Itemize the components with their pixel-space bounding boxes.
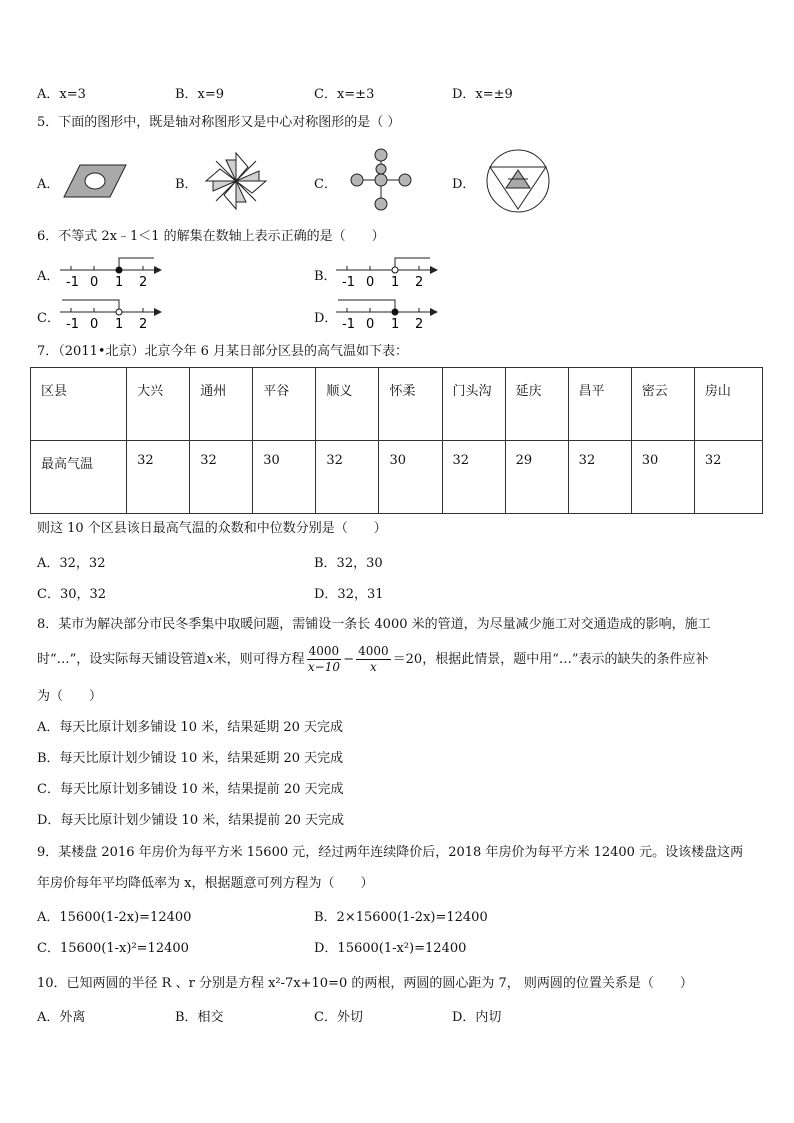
tick-label: 0: [90, 317, 99, 332]
table-cell: 32: [694, 441, 762, 514]
table-header-cell: 昌平: [568, 368, 631, 441]
q8-line2: [37, 640, 709, 680]
fraction-denominator: x: [369, 660, 377, 674]
q8-option-c: C．每天比原计划多铺设 10 米，结果提前 20 天完成: [37, 782, 344, 797]
q7-option-d: D．32，31: [314, 587, 384, 602]
tick-label: 0: [366, 275, 375, 290]
q5-label-d: D．: [452, 177, 476, 192]
table-header-cell: 平谷: [253, 368, 316, 441]
q9-line2: 年房价每年平均降低率为 x，根据题意可列方程为（ ）: [37, 876, 374, 891]
q8-line2-text: 米，则可得方程: [213, 652, 305, 667]
table-cell: 32: [316, 441, 379, 514]
tick-label: -1: [66, 275, 79, 290]
q8-line1: 8．某市为解决部分市民冬季集中取暖问题，需铺设一条长 4000 米的管道，为尽量减少施工对交通造成的影响，施工: [37, 617, 711, 632]
q5-label-a: A．: [37, 177, 60, 192]
tick-label: 1: [391, 317, 400, 332]
q9-option-a: A．15600(1-2x)=12400: [37, 910, 192, 925]
q8-option-b: B．每天比原计划少铺设 10 米，结果延期 20 天完成: [37, 751, 344, 766]
table-cell: 30: [379, 441, 442, 514]
tick-label: 0: [90, 275, 99, 290]
tick-label: -1: [342, 317, 355, 332]
q7-option-b: B．32，30: [314, 556, 383, 571]
tick-label: 1: [115, 275, 124, 290]
tick-label: 2: [415, 275, 424, 290]
q6-stem: 6．不等式 2x﹣1＜1 的解集在数轴上表示正确的是（ ）: [37, 229, 385, 244]
parallelogram-with-circle-figure: [62, 163, 128, 199]
q8-fraction-2: [356, 644, 391, 675]
q7-option-c: C．30，32: [37, 587, 107, 602]
q6-label-b: B．: [314, 269, 337, 284]
q8-option-a: A．每天比原计划多铺设 10 米，结果延期 20 天完成: [37, 720, 344, 735]
tick-label: 1: [391, 275, 400, 290]
table-header-row: [31, 368, 763, 441]
q8-fraction-1: [307, 644, 342, 675]
tick-label: 0: [366, 317, 375, 332]
q10-option-b: B．相交: [175, 1010, 224, 1025]
table-header-cell: 门头沟: [442, 368, 505, 441]
table-cell: 最高气温: [31, 441, 127, 514]
table-header-cell: 延庆: [505, 368, 568, 441]
q10-option-c: C．外切: [314, 1010, 363, 1025]
q9-option-c: C．15600(1-x)²=12400: [37, 941, 189, 956]
tick-label: -1: [66, 317, 79, 332]
number-line-d: [334, 297, 442, 333]
q5-stem: 5．下面的图形中，既是轴对称图形又是中心对称图形的是（ ）: [37, 115, 401, 130]
fraction-numerator: 4000: [308, 644, 340, 658]
q6-label-a: A．: [37, 269, 60, 284]
q8-variable: x: [206, 652, 214, 667]
tick-label: 1: [115, 317, 124, 332]
table-row: [31, 441, 763, 514]
tick-label: 2: [139, 317, 148, 332]
table-header-cell: 房山: [694, 368, 762, 441]
table-cell: 32: [568, 441, 631, 514]
table-cell: 32: [127, 441, 190, 514]
q6-label-d: D．: [314, 311, 338, 326]
pinwheel-figure: [203, 150, 269, 212]
table-header-cell: 怀柔: [379, 368, 442, 441]
table-header-cell: 密云: [631, 368, 694, 441]
fraction-numerator: 4000: [358, 644, 389, 658]
q5-label-b: B．: [175, 177, 198, 192]
table-cell: 32: [190, 441, 253, 514]
q4-option-a: A．x=3: [37, 87, 86, 102]
number-line-c: [58, 297, 166, 333]
q4-option-d: D．x=±9: [452, 87, 513, 102]
table-cell: 30: [253, 441, 316, 514]
q8-line3: 为（ ）: [37, 689, 103, 704]
minus-sign: −: [343, 652, 355, 667]
q4-option-b: B．x=9: [175, 87, 225, 102]
table-header-cell: 顺义: [316, 368, 379, 441]
tick-label: 2: [415, 317, 424, 332]
number-line-b: [334, 255, 442, 291]
q8-option-d: D．每天比原计划少铺设 10 米，结果提前 20 天完成: [37, 813, 345, 828]
q10-option-d: D．内切: [452, 1010, 502, 1025]
q7-option-a: A．32，32: [37, 556, 106, 571]
fraction-denominator: x−10: [307, 660, 340, 674]
tick-label: 2: [139, 275, 148, 290]
q10-option-a: A．外离: [37, 1010, 86, 1025]
q7-stem: 7．（2011•北京）北京今年 6 月某日部分区县的高气温如下表：: [37, 344, 409, 359]
table-header-cell: 大兴: [127, 368, 190, 441]
q5-label-c: C．: [314, 177, 337, 192]
circle-with-triangles-figure: [484, 148, 552, 214]
table-cell: 32: [442, 441, 505, 514]
q6-label-c: C．: [37, 311, 60, 326]
q10-stem: 10．已知两圆的半径 R 、r 分别是方程 x²-7x+10=0 的两根，两圆的圆心距为 7， 则两圆的位置关系是（ ）: [37, 976, 693, 991]
q9-option-d: D．15600(1-x²)=12400: [314, 941, 467, 956]
temperature-table: [30, 367, 763, 514]
number-line-a: [58, 255, 166, 291]
q7-question: 则这 10 个区县该日最高气温的众数和中位数分别是（ ）: [37, 521, 387, 536]
q8-line2-text: ＝20，根据此情景，题中用“…”表示的缺失的条件应补: [392, 652, 709, 667]
cross-of-balls-figure: [348, 148, 414, 212]
table-cell: 29: [505, 441, 568, 514]
q9-option-b: B．2×15600(1-2x)=12400: [314, 910, 488, 925]
table-header-cell: 通州: [190, 368, 253, 441]
q4-option-c: C．x=±3: [314, 87, 375, 102]
table-header-cell: 区县: [31, 368, 127, 441]
q9-line1: 9．某楼盘 2016 年房价为每平方米 15600 元，经过两年连续降价后，2018 年房价为每平方米 12400 元。设该楼盘这两: [37, 845, 744, 860]
tick-label: -1: [342, 275, 355, 290]
table-cell: 30: [631, 441, 694, 514]
q8-line2-text: 时“…”，设实际每天铺设管道: [37, 652, 207, 667]
